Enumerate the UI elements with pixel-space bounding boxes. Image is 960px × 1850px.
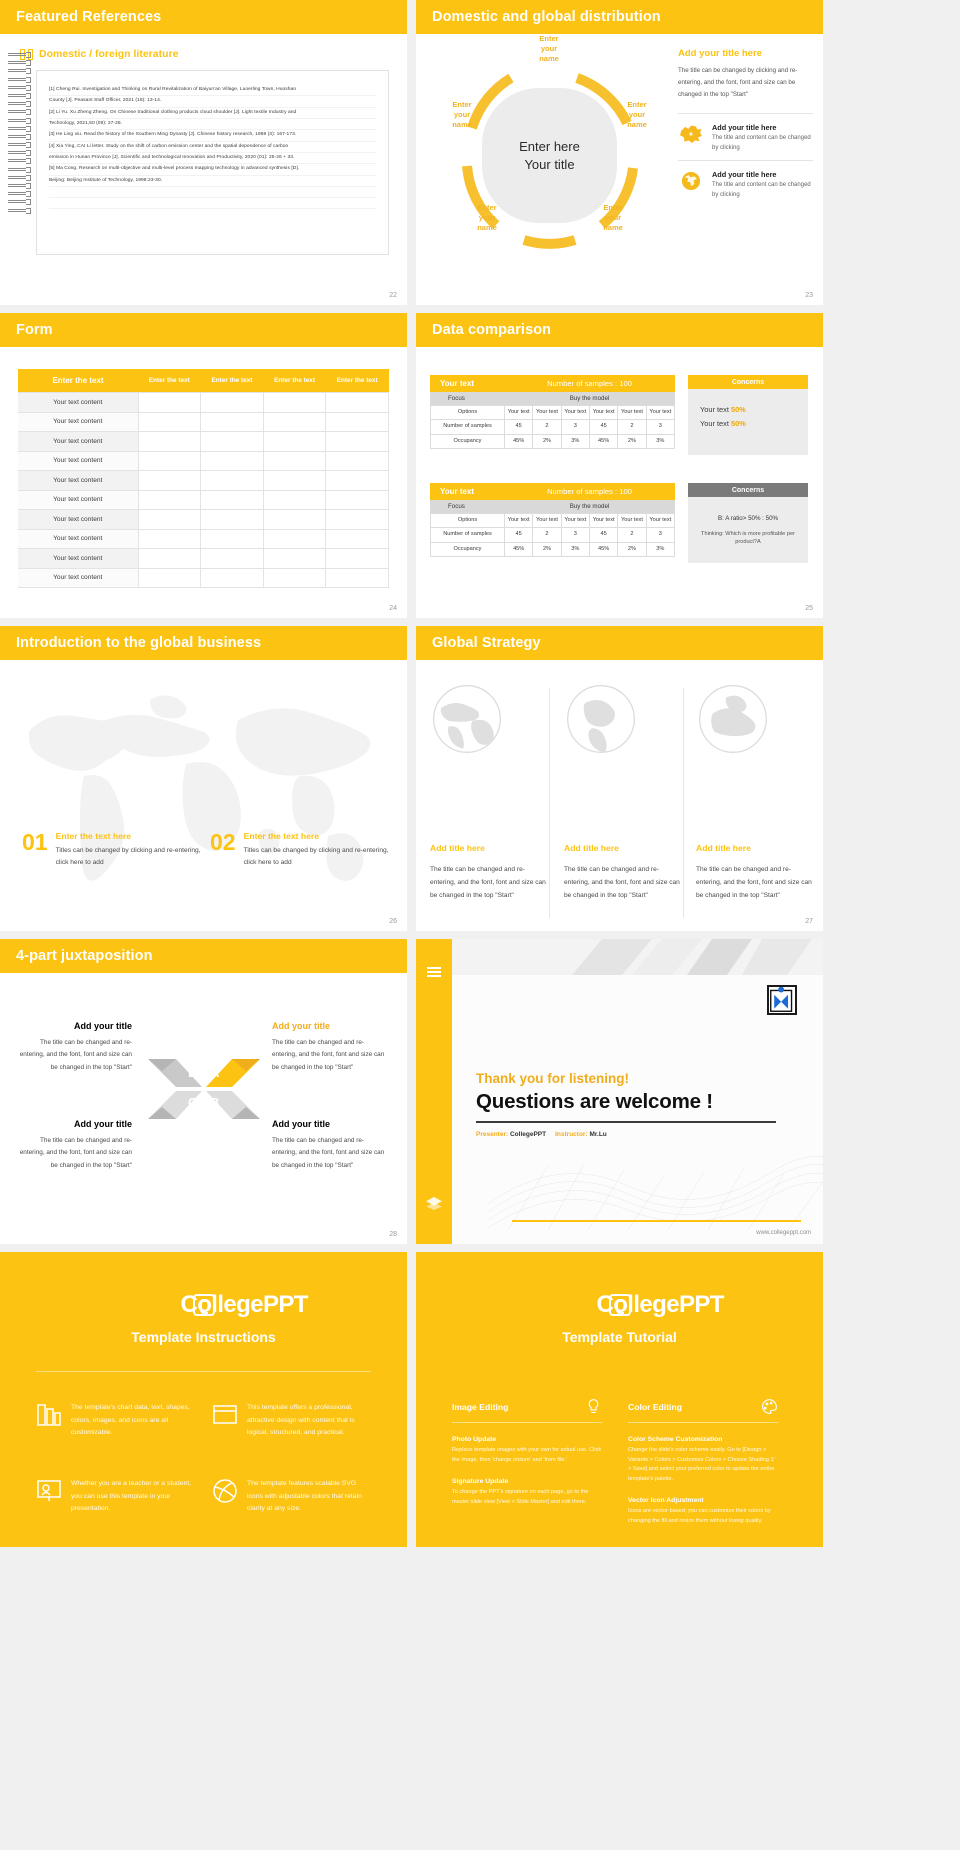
concerns-line-2: Your text 50% <box>700 419 746 429</box>
concerns-line-2: Thinking: Which is more profitable per product?A <box>701 530 795 546</box>
strategy-column <box>696 682 816 903</box>
table-cell: Your text <box>646 514 674 528</box>
table-cell: 2 <box>533 420 561 434</box>
concerns-box-2 <box>688 483 808 563</box>
table-cell: Your text <box>561 514 589 528</box>
page-title: Form <box>16 322 53 338</box>
brand-name: CollegePPT <box>596 1290 724 1318</box>
data-table-1 <box>430 375 675 449</box>
column-header <box>452 1398 602 1423</box>
column-title: Add title here <box>564 843 619 853</box>
table-cell: 3% <box>561 542 589 556</box>
cell-body: This template offers a professional, attractive design with content that is logical, structured, and practical. <box>247 1404 355 1437</box>
reference-line: [1] Cheng Rui. Investigation and Thinking on Rural Revitalization of Baiyun'an Village, Luoerling Town, Huoshan <box>49 85 376 96</box>
row-label: Options <box>431 514 505 528</box>
slide-template-instructions <box>0 1252 407 1547</box>
table-cell[interactable] <box>326 510 389 530</box>
row-label: Your text content <box>18 568 138 588</box>
cell-body: The template features scalable SVG icons with adjustable colors that retain clarity at any size. <box>247 1480 362 1513</box>
row-label: Your text content <box>18 412 138 432</box>
concerns-body <box>688 497 808 563</box>
scribble-decoration <box>6 52 32 216</box>
table-subhead <box>430 392 675 405</box>
column-header: Enter the text <box>138 369 201 393</box>
slide-thank-you <box>416 939 823 1244</box>
table-cell: 45% <box>589 434 617 448</box>
page-number: 28 <box>389 1231 397 1238</box>
sub-left: Focus <box>448 395 465 402</box>
slide-title-bar <box>0 626 407 660</box>
page-number: 26 <box>389 918 397 925</box>
tutorial-column <box>452 1398 602 1507</box>
layers-icon <box>425 1196 443 1210</box>
slide-global-business-intro <box>0 626 407 931</box>
table-cell: 45% <box>505 434 533 448</box>
table-cell[interactable] <box>201 568 264 588</box>
table-cell[interactable] <box>326 490 389 510</box>
table-cell: 2 <box>618 420 646 434</box>
row-label: Options <box>431 406 505 420</box>
reference-line-empty <box>49 198 376 209</box>
node-label: Enter your name <box>539 34 559 64</box>
cell-title: Add your title <box>74 1119 132 1129</box>
table-cell[interactable] <box>201 451 264 471</box>
table-cell: 3% <box>561 434 589 448</box>
section-body: Icons are vector-based; you can customize their colors by changing the fill and resize them without losing quality. <box>628 1508 771 1525</box>
table-cell[interactable] <box>138 510 201 530</box>
data-table-2 <box>430 483 675 557</box>
table-row <box>431 514 675 528</box>
tutorial-section <box>628 1436 778 1484</box>
concerns-box-1 <box>688 375 808 455</box>
table-cell: 3 <box>561 528 589 542</box>
item-body: The title and content can be changed by clicking <box>712 182 811 199</box>
table-cell[interactable] <box>326 393 389 413</box>
column-title: Color Editing <box>628 1401 682 1412</box>
table-cell[interactable] <box>201 549 264 569</box>
right-panel <box>678 48 813 208</box>
table-row <box>18 393 389 413</box>
table-cell[interactable] <box>201 393 264 413</box>
table-cell: Your text <box>589 406 617 420</box>
column-body: The title can be changed and re-entering, and the font, font and size can be changed in the top "Start" <box>564 866 680 900</box>
table-cell: 2% <box>618 434 646 448</box>
page-number: 27 <box>805 918 813 925</box>
tutorial-section <box>452 1478 602 1507</box>
slide-template-tutorial <box>416 1252 823 1547</box>
page-title: Domestic and global distribution <box>432 9 661 25</box>
table-header-row <box>18 369 389 393</box>
table-cell[interactable] <box>138 529 201 549</box>
row-label: Number of samples <box>431 420 505 434</box>
table-cell[interactable] <box>201 529 264 549</box>
row-label: Your text content <box>18 393 138 413</box>
table-cell[interactable] <box>138 412 201 432</box>
table-cell[interactable] <box>263 549 326 569</box>
table-cell[interactable] <box>263 568 326 588</box>
table-cell: Your text <box>618 406 646 420</box>
mesh-decoration <box>488 1142 823 1230</box>
row-label: Number of samples <box>431 528 505 542</box>
slide-title-bar <box>416 626 823 660</box>
sub-right: Buy the model <box>569 395 610 402</box>
palette-icon <box>761 1398 778 1415</box>
slide-global-strategy <box>416 626 823 931</box>
table-cell[interactable] <box>326 451 389 471</box>
website-url: www.collegeppt.com <box>756 1230 811 1236</box>
globe-icon <box>564 682 638 756</box>
cell-body: The title can be changed and re-entering, and the font, font and size can be changed in the top "Start" <box>19 1137 132 1169</box>
table-cell: 2% <box>618 542 646 556</box>
table-cell: Your text <box>533 514 561 528</box>
x-shape-logo <box>146 1047 262 1131</box>
right-panel-title: Add your title here <box>678 48 762 59</box>
globe-icon <box>696 682 770 756</box>
row-label: Your text content <box>18 471 138 491</box>
table-cell: 2% <box>533 434 561 448</box>
table-cell[interactable] <box>201 510 264 530</box>
sub-right: Buy the model <box>569 503 610 510</box>
table-cell[interactable] <box>263 510 326 530</box>
page-title: Global Strategy <box>432 635 541 651</box>
headline-yellow: Thank you for listening! <box>476 1071 630 1086</box>
column-body: Titles can be changed by clicking and re-entering, click here to add <box>243 847 389 867</box>
head-left: Your text <box>440 487 475 496</box>
reference-line: emission in Hunan Province [J]. Scientific and technological Innovation and Productivity, 2020 (01): 25-26 + 33. <box>49 153 376 164</box>
table-cell[interactable] <box>263 471 326 491</box>
column-header <box>628 1398 778 1423</box>
node-label: Enter your name <box>627 100 647 130</box>
quadrant-cell <box>16 1119 132 1172</box>
right-panel-body: The title can be changed by clicking and re-entering, and the font, font and size can be changed in the top "Start" <box>678 67 798 99</box>
column-body: The title can be changed and re-entering, and the font, font and size can be changed in the top "Start" <box>696 866 812 900</box>
content-panel <box>452 939 823 1244</box>
table-row <box>431 434 675 448</box>
table-cell[interactable] <box>138 451 201 471</box>
china-map-icon <box>678 123 704 145</box>
presenter-icon <box>36 1478 62 1504</box>
table-cell: 45 <box>505 420 533 434</box>
table-cell[interactable] <box>326 471 389 491</box>
ribbon-decoration <box>452 939 823 975</box>
table-cell: 2 <box>533 528 561 542</box>
page-title: 4-part juxtaposition <box>16 948 153 964</box>
table-cell[interactable] <box>263 393 326 413</box>
table-cell[interactable] <box>138 549 201 569</box>
table-head <box>430 375 675 392</box>
table-cell[interactable] <box>326 412 389 432</box>
basketball-icon <box>212 1478 238 1504</box>
reference-line: [3] He Ling xiu. Read the history of the Southern Ming Dynasty [J]. Chinese history research, 1998 (3): 167-173. <box>49 130 376 141</box>
promo-heading: Template Tutorial <box>562 1329 677 1345</box>
table-body <box>18 393 389 588</box>
table-row <box>18 432 389 452</box>
quadrant-cell <box>16 1021 132 1074</box>
table-row <box>431 406 675 420</box>
tutorial-section <box>628 1497 778 1526</box>
section-label: Domestic / foreign literature <box>39 48 179 60</box>
concerns-tab: Concerns <box>688 483 808 497</box>
svg-text:C: C <box>188 1095 198 1110</box>
table-cell: Your text <box>561 406 589 420</box>
section-body: Change the slide's color scheme easily. Go to [Design > Variants > Colors > Customize Colors > Choose Shading 1' > Save] and select your preferred color to update the entire template's palette. <box>628 1447 775 1482</box>
table-subhead <box>430 500 675 513</box>
globe-map-icon <box>678 170 704 192</box>
cell-body: The title can be changed and re-entering, and the font, font and size can be changed in the top "Start" <box>19 1039 132 1071</box>
brand-name: CollegePPT <box>180 1290 308 1318</box>
table-cell[interactable] <box>326 549 389 569</box>
reference-line: [2] Li Yu. Xu Zheng Zheng. On Chinese traditional clothing products cloud shoulder [J]. Light textile Industry and <box>49 108 376 119</box>
section-title: Photo Update <box>452 1436 497 1443</box>
reference-line: Technology, 2021,50 (09): 27-28. <box>49 119 376 130</box>
page-title: Featured References <box>16 9 162 25</box>
table-cell[interactable] <box>201 490 264 510</box>
row-label: Your text content <box>18 510 138 530</box>
column-title: Enter the text here <box>243 831 320 841</box>
concerns-body <box>688 389 808 455</box>
table-cell[interactable] <box>201 432 264 452</box>
section-title: Color Scheme Customization <box>628 1436 723 1443</box>
head-right: Number of samples : 100 <box>547 379 632 388</box>
reference-line: County [J]. Peasant Staff Officer, 2021 (18): 13-14. <box>49 96 376 107</box>
table-cell[interactable] <box>138 490 201 510</box>
table-cell: 3% <box>646 542 674 556</box>
table-cell: 3% <box>646 434 674 448</box>
table-cell[interactable] <box>326 432 389 452</box>
svg-text:D: D <box>188 1065 198 1080</box>
slide-title-bar <box>0 313 407 347</box>
concerns-line-1: Your text 50% <box>700 405 746 414</box>
table-row <box>18 490 389 510</box>
table-cell[interactable] <box>263 412 326 432</box>
table-cell: 3 <box>646 528 674 542</box>
svg-text:A: A <box>210 1065 220 1080</box>
numbered-column <box>210 831 394 869</box>
column-header: Enter the text <box>18 369 138 393</box>
table-cell: 3 <box>646 420 674 434</box>
item-title: Add your title here <box>712 170 777 180</box>
table-cell[interactable] <box>138 432 201 452</box>
page-number: 23 <box>805 292 813 299</box>
table-cell[interactable] <box>201 471 264 491</box>
slide-domestic-global-distribution <box>416 0 823 305</box>
brand-logo <box>0 1290 407 1318</box>
column-title: Image Editing <box>452 1401 509 1412</box>
cell-body: The title can be changed and re-entering, and the font, font and size can be changed in the top "Start" <box>272 1039 385 1071</box>
tutorial-column <box>628 1398 778 1527</box>
page-number: 25 <box>805 605 813 612</box>
cell-title: Add your title <box>272 1119 330 1129</box>
row-label: Your text content <box>18 451 138 471</box>
cell-title: Add your title <box>74 1021 132 1031</box>
section-title: Signature Update <box>452 1478 509 1486</box>
table-row <box>18 412 389 432</box>
table-cell[interactable] <box>263 490 326 510</box>
table-row <box>431 528 675 542</box>
instruction-cell <box>212 1478 372 1516</box>
row-label: Occupancy <box>431 434 505 448</box>
list-item[interactable] <box>678 160 813 207</box>
node-label: Enter your name <box>452 100 472 130</box>
reference-line-empty <box>49 187 376 198</box>
table-cell: Your text <box>646 406 674 420</box>
reference-line: [4] Xia Ying, CAI Li letter. Study on the shift of carbon emission center and the spatial dependence of carbon <box>49 142 376 153</box>
bulb-icon <box>585 1398 602 1415</box>
reference-line: Beijing: Beijing Institute of Technology, 1998:23-30. <box>49 176 376 187</box>
table-cell: 45 <box>589 528 617 542</box>
chart-icon <box>36 1402 62 1428</box>
center-line-2: Your title <box>524 156 575 172</box>
comparison-table <box>430 513 675 557</box>
column-header: Enter the text <box>263 369 326 393</box>
instruction-cell <box>36 1402 196 1440</box>
section-body: To change the PPT's signature on each page, go to the master slide view [View > Slide Master] and edit there. <box>452 1489 589 1505</box>
head-right: Number of samples : 100 <box>547 487 632 496</box>
table-cell[interactable] <box>263 529 326 549</box>
slide-featured-references <box>0 0 407 305</box>
column-title: Add title here <box>430 843 485 853</box>
comparison-table <box>430 405 675 449</box>
concerns-line-1: B: A ratio> 50% : 50% <box>717 515 779 522</box>
table-head <box>430 483 675 500</box>
item-title: Add your title here <box>712 123 777 133</box>
table-row <box>18 451 389 471</box>
table-cell[interactable] <box>138 471 201 491</box>
globe-icon <box>430 682 504 756</box>
cell-body: The title can be changed and re-entering, and the font, font and size can be changed in the top "Start" <box>272 1137 385 1169</box>
table-cell[interactable] <box>263 432 326 452</box>
slide-form <box>0 313 407 618</box>
table-cell[interactable] <box>263 451 326 471</box>
row-label: Your text content <box>18 490 138 510</box>
slide-title-bar <box>416 313 823 347</box>
checklist-icon <box>767 985 797 1015</box>
page-number: 24 <box>389 605 397 612</box>
table-row <box>18 568 389 588</box>
table-row <box>431 542 675 556</box>
svg-text:B: B <box>210 1095 220 1110</box>
world-map-background <box>0 660 407 931</box>
table-cell: 3 <box>561 420 589 434</box>
window-icon <box>212 1402 238 1428</box>
table-cell: Your text <box>505 406 533 420</box>
brand-logo <box>416 1290 823 1318</box>
numbered-column <box>22 831 206 869</box>
divider <box>476 1121 776 1123</box>
column-header: Enter the text <box>201 369 264 393</box>
quadrant-cell <box>272 1021 388 1074</box>
instruction-cell <box>212 1402 372 1440</box>
table-row <box>18 529 389 549</box>
slide-title-bar <box>0 0 407 34</box>
column-number: 02 <box>210 829 236 855</box>
table-cell: Your text <box>533 406 561 420</box>
slide-data-comparison <box>416 313 823 618</box>
column-body: Titles can be changed by clicking and re-entering, click here to add <box>55 847 201 867</box>
table-cell: 45% <box>589 542 617 556</box>
row-label: Your text content <box>18 529 138 549</box>
table-row <box>18 549 389 569</box>
page-number: 22 <box>389 292 397 299</box>
page-title: Introduction to the global business <box>16 635 262 651</box>
reference-box <box>36 70 389 255</box>
tutorial-section <box>452 1436 602 1465</box>
row-label: Your text content <box>18 549 138 569</box>
slide-title-bar <box>0 939 407 973</box>
concerns-tab: Concerns <box>688 375 808 389</box>
table-cell[interactable] <box>138 568 201 588</box>
table-cell: Your text <box>505 514 533 528</box>
section-header <box>20 48 407 60</box>
table-row <box>18 471 389 491</box>
section-title: Vector Icon Adjustment <box>628 1497 704 1505</box>
column-number: 01 <box>22 829 48 855</box>
row-label: Your text content <box>18 432 138 452</box>
slide-title-bar <box>416 0 823 34</box>
table-cell: 45 <box>505 528 533 542</box>
node-label: Enter your name <box>477 203 497 233</box>
table-cell: 2 <box>618 528 646 542</box>
presenter-info: Presenter: CollegePPT Instructor: Mr.Lu <box>476 1130 607 1138</box>
divider <box>36 1371 371 1372</box>
table-cell[interactable] <box>201 412 264 432</box>
reference-line: [5] Ma Cong. Research on multi-objective and multi-level process mapping technology in advanced synthesis [D]. <box>49 164 376 175</box>
column-title: Enter the text here <box>55 831 132 841</box>
page-title: Data comparison <box>432 322 552 338</box>
headline-black: Questions are welcome ! <box>476 1090 713 1113</box>
table-cell: 45% <box>505 542 533 556</box>
section-body: Replace template images with your own for actual use. Click the image, then 'change picture' and 'from file.' <box>452 1447 602 1463</box>
cell-title: Add your title <box>272 1021 330 1031</box>
table-cell: 45 <box>589 420 617 434</box>
table-row <box>18 510 389 530</box>
table-row <box>431 420 675 434</box>
strategy-column <box>430 682 550 903</box>
table-cell: Your text <box>618 514 646 528</box>
head-left: Your text <box>440 379 475 388</box>
cell-body: Whether you are a teacher or a student, you can use this template in your presentation. <box>71 1480 192 1513</box>
strategy-column <box>564 682 684 903</box>
cell-body: The template's chart data, text, shapes, colors, images, and icons are all customizable. <box>71 1404 190 1437</box>
form-table <box>18 369 389 588</box>
instruction-cell <box>36 1478 196 1516</box>
hamburger-icon[interactable] <box>427 967 441 979</box>
table-cell: Your text <box>589 514 617 528</box>
item-body: The title and content can be changed by clicking <box>712 135 811 151</box>
column-title: Add title here <box>696 843 751 853</box>
slide-4-part-juxtaposition <box>0 939 407 1244</box>
table-cell[interactable] <box>326 568 389 588</box>
table-cell: 2% <box>533 542 561 556</box>
node-label: Enter your name <box>603 203 623 233</box>
column-header: Enter the text <box>326 369 389 393</box>
column-body: The title can be changed and re-entering, and the font, font and size can be changed in the top "Start" <box>430 866 546 900</box>
row-label: Occupancy <box>431 542 505 556</box>
promo-heading: Template Instructions <box>131 1329 276 1345</box>
circular-diagram <box>442 34 657 263</box>
center-line-1: Enter here <box>519 138 580 154</box>
yellow-rule <box>512 1220 801 1222</box>
quadrant-cell <box>272 1119 388 1172</box>
table-cell[interactable] <box>326 529 389 549</box>
list-item[interactable] <box>678 113 813 160</box>
table-cell[interactable] <box>138 393 201 413</box>
sub-left: Focus <box>448 503 465 510</box>
